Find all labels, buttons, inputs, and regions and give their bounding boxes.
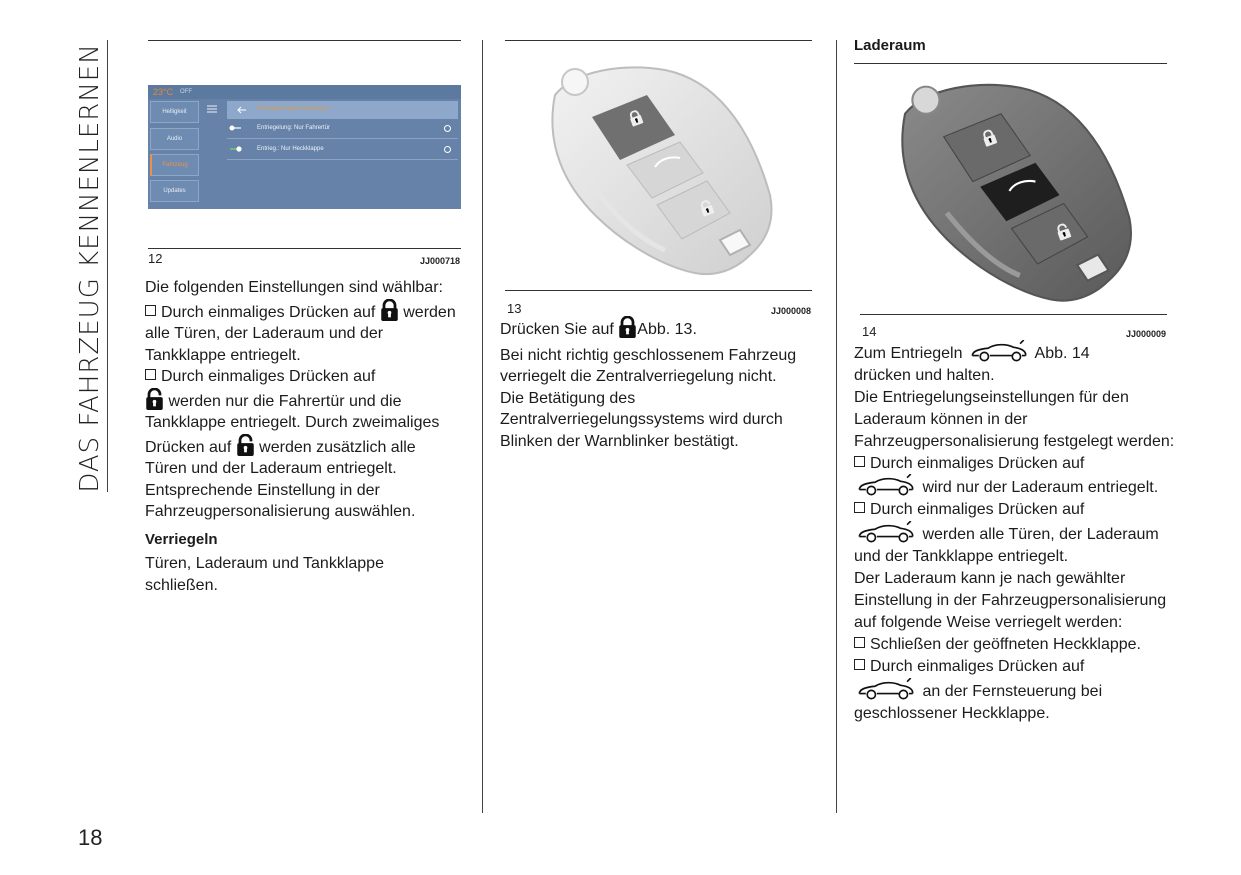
screen-row-label: Entrieg.: Nur Heckklappe [257,146,324,152]
bullet-item: Durch einmaliges Drücken auf werden nur die Fahrertür und die Tankklappe entriegelt. Durch zweimaliges Drücken auf werden zusätzlich alle Türen und der Laderaum entriegelt. [145,368,440,477]
paragraph: Die folgenden Einstellungen sind wählbar: [145,279,443,296]
figure-bottom-rule [860,314,1167,315]
trunk-icon [854,521,918,543]
toggle-icon [229,146,243,152]
paragraph: Der Laderaum kann je nach gewählter Einstellung in der Fahrzeugpersonalisierung auf folgende Weise verriegelt werden: [854,570,1167,631]
infotainment-screen-figure [148,85,461,209]
bullet-item: Schließen der geöffneten Heckklappe. [854,634,1176,656]
info-icon [444,125,451,132]
figure-code: JJ000008 [771,306,812,316]
column-divider [836,40,837,813]
trunk-icon [854,474,918,496]
column-1-text [145,277,457,596]
key-icon [229,125,241,131]
chapter-title: DAS FAHRZEUG KENNENLERNEN [75,42,105,493]
figure-top-rule [505,40,812,41]
figure-top-rule [854,63,1167,64]
screen-menu-item-active: Fahrzeug [150,154,199,176]
screen-off-label: OFF [180,89,192,95]
bullet-item: Durch einmaliges Drücken auf werden alle Türen, der Laderaum und der Tankklappe entriegelt. [854,501,1159,566]
back-arrow-icon [237,106,247,114]
figure-top-rule [148,40,461,41]
section-heading: Laderaum [854,37,926,54]
section-heading: Verriegeln [145,530,218,548]
screen-row-label: Entriegelung: Nur Fahrertür [257,125,331,131]
figure-bottom-rule [505,290,812,291]
paragraph: Drücken Sie auf Abb. 13. [500,316,812,341]
lock-closed-icon [380,299,399,321]
remote-key-figure [882,72,1142,312]
trunk-icon [854,678,918,700]
screen-menu-item: Audio [150,128,199,150]
bullet-item: Durch einmaliges Drücken auf wird nur der Laderaum entriegelt. [854,453,1176,500]
info-icon [444,146,451,153]
paragraph: Zum Entriegeln Abb. 14 drücken und halten. [854,340,1176,387]
column-2-text [500,316,812,452]
menu-icon [207,105,217,113]
paragraph: Bei nicht richtig geschlossenem Fahrzeug verriegelt die Zentralverriegelung nicht. [500,346,797,385]
bullet-item: Durch einmaliges Drücken auf an der Fernsteuerung bei geschlossener Heckklappe. [854,657,1103,722]
screen-temperature: 23°C [153,87,174,97]
figure-code: JJ000718 [420,256,461,266]
bullet-item: Durch einmaliges Drücken auf werden alle Türen, der Laderaum und der Tankklappe entriegelt. [145,299,457,367]
lock-open-icon [145,388,164,410]
figure-number: 13 [507,301,522,316]
column-3-text [854,340,1176,724]
page-number: 18 [78,825,103,850]
screen-menu-item: Updates [150,180,199,202]
figure-code: JJ000009 [1126,329,1167,339]
screen-header: Entriegelungseinstellungen [227,101,458,119]
lock-open-icon [236,434,255,456]
chapter-divider [107,40,108,492]
remote-key-figure [535,55,780,285]
column-divider [482,40,483,813]
figure-number: 12 [148,251,163,266]
lock-closed-icon [618,316,637,338]
paragraph: Die Entriegelungseinstellungen für den Laderaum können in der Fahrzeugpersonalisierung festgelegt werden: [854,388,1175,450]
paragraph: Türen, Laderaum und Tankklappe schließen. [145,555,384,594]
trunk-icon [967,340,1031,362]
figure-number: 14 [862,324,877,339]
paragraph: Entsprechende Einstellung in der Fahrzeugpersonalisierung auswählen. [145,481,416,520]
paragraph: Die Betätigung des Zentralverriegelungssystems wird durch Blinken der Warnblinker bestätigt. [500,389,783,450]
screen-menu-item: Helligkeit [150,101,199,123]
figure-bottom-rule [148,248,461,249]
